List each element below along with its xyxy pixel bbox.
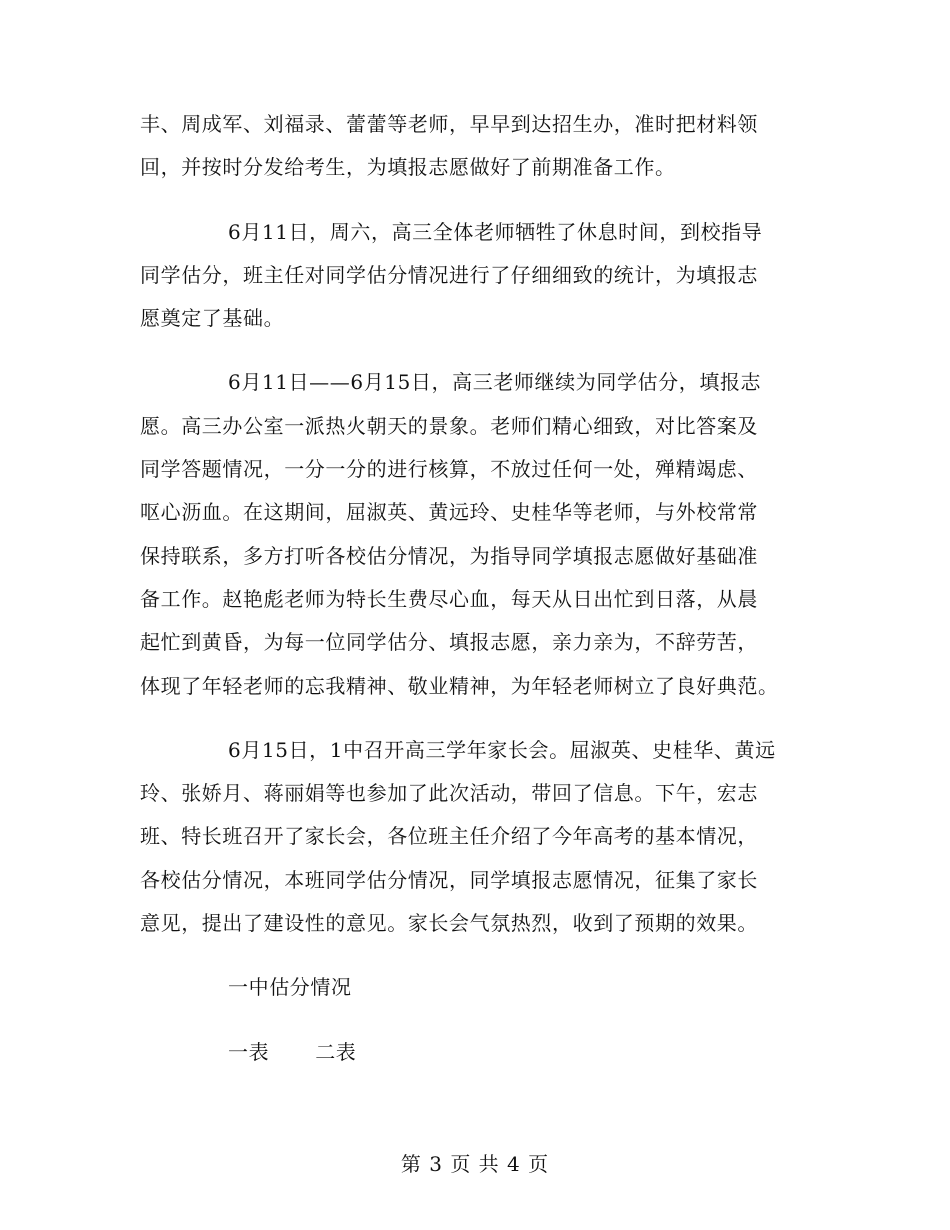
text-line: 6月11日，周六，高三全体老师牺牲了休息时间，到校指导 [228, 219, 763, 244]
text-line: 丰、周成军、刘福录、蕾蕾等老师，早早到达招生办，准时把材料领 [140, 112, 758, 136]
text-line: 意见，提出了建设性的意见。家长会气氛热烈，收到了预期的效果。 [140, 911, 758, 936]
table-label-two: 二表 [315, 1039, 357, 1064]
table-label-one: 一表 [228, 1039, 270, 1064]
text-line: 保持联系，多方打听各校估分情况，为指导同学填报志愿做好基础准 [140, 543, 758, 568]
text-line: 呕心沥血。在这期间，屈淑英、黄远玲、史桂华等老师，与外校常常 [140, 500, 758, 525]
text-line: 同学估分，班主任对同学估分情况进行了仔细细致的统计，为填报志 [140, 262, 758, 287]
paragraph-4 [140, 729, 810, 945]
text-line: 6月15日，1中召开高三学年家长会。屈淑英、史桂华、黄远 [228, 737, 776, 762]
text-line: 玲、张娇月、蒋丽娟等也参加了此次活动，带回了信息。下午，宏志 [140, 781, 758, 806]
text-line: 班、特长班召开了家长会，各位班主任介绍了今年高考的基本情况， [140, 824, 758, 849]
text-line: 同学答题情况，一分一分的进行核算，不放过任何一处，殚精竭虑、 [140, 457, 758, 482]
text-line: 6月11日——6月15日，高三老师继续为同学估分，填报志 [228, 370, 762, 395]
text-line: 各校估分情况，本班同学估分情况，同学填报志愿情况，征集了家长 [140, 867, 758, 892]
text-line: 回，并按时分发给考生，为填报志愿做好了前期准备工作。 [140, 155, 676, 180]
document-body [140, 103, 810, 1095]
text-line: 体现了年轻老师的忘我精神、敬业精神，为年轻老师树立了良好典范。 [140, 673, 779, 698]
section-heading: 一中估分情况 [228, 975, 352, 1000]
text-line: 备工作。赵艳彪老师为特长生费尽心血，每天从日出忙到日落，从晨 [140, 586, 758, 611]
paragraph-2 [140, 211, 810, 341]
text-line: 起忙到黄昏，为每一位同学估分、填报志愿，亲力亲为，不辞劳苦， [140, 630, 758, 655]
text-line: 愿奠定了基础。 [140, 306, 285, 331]
page-footer: 第 3 页 共 4 页 [400, 1152, 550, 1176]
text-line: 愿。高三办公室一派热火朝天的景象。老师们精心细致，对比答案及 [140, 413, 758, 438]
table-labels [140, 1031, 810, 1074]
paragraph-1 [140, 103, 810, 190]
paragraph-3 [140, 361, 810, 707]
